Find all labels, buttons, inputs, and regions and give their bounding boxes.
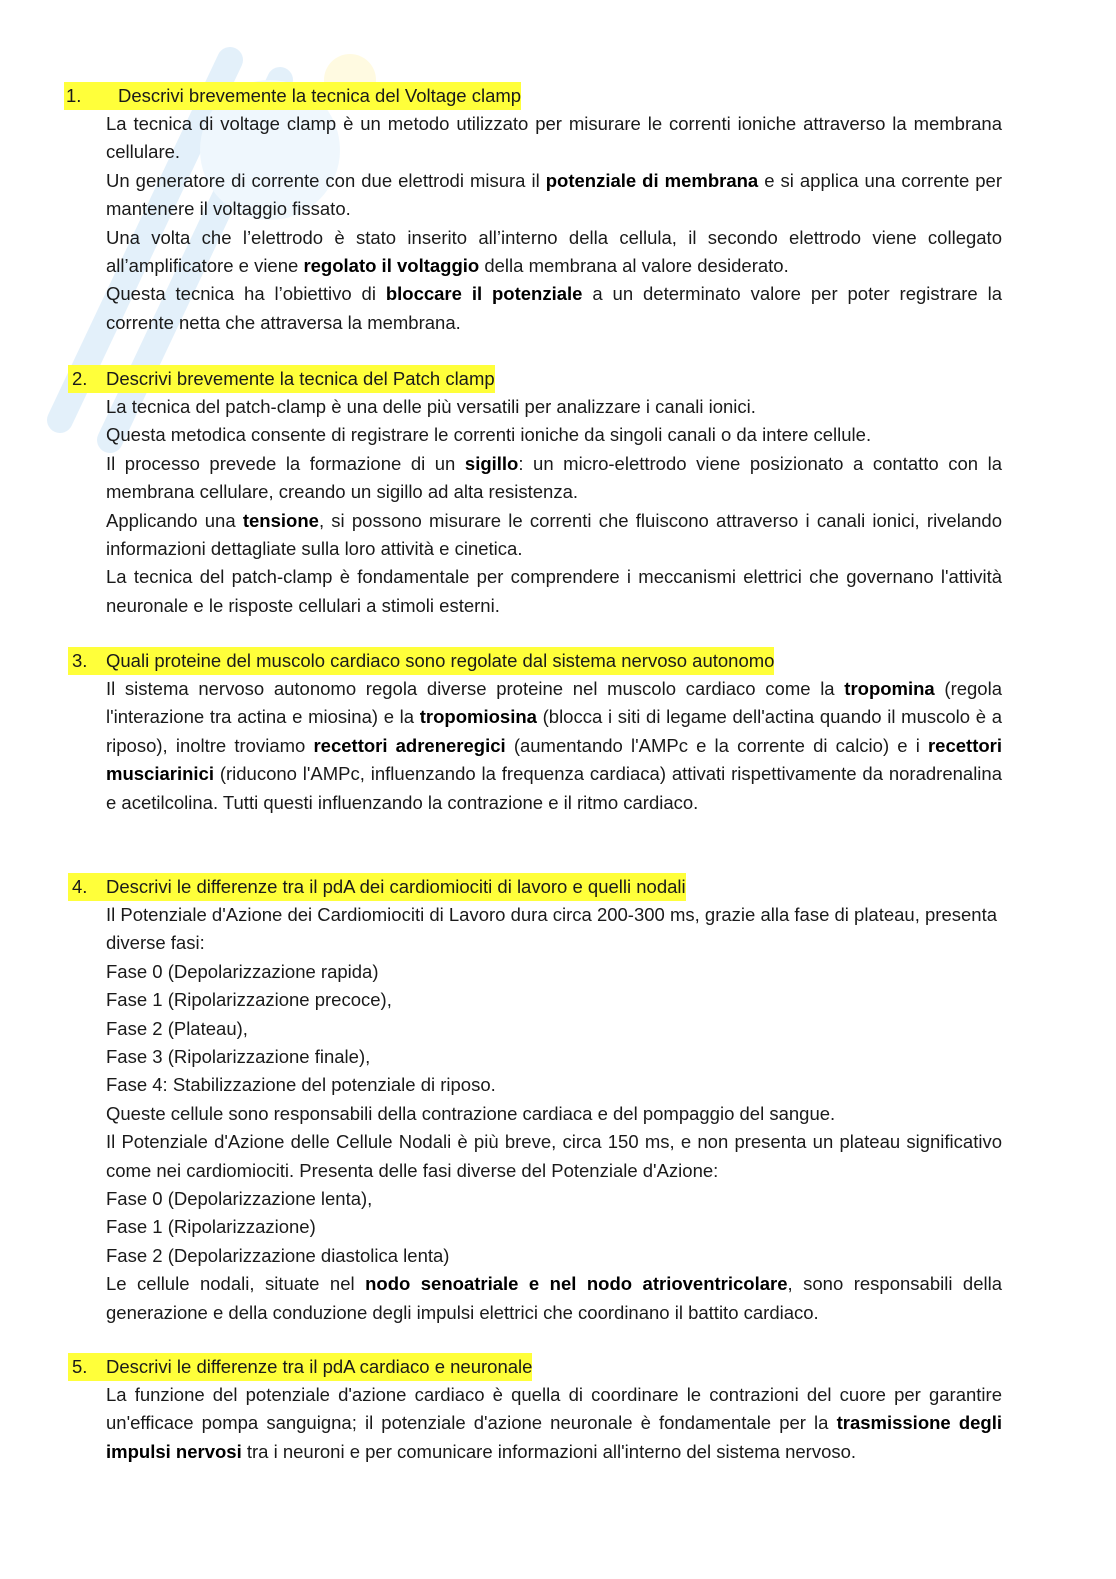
text-run: Fase 4: Stabilizzazione del potenziale di riposo. (106, 1074, 496, 1096)
text-run: Fase 2 (Depolarizzazione diastolica lenta) (106, 1244, 450, 1266)
bold-term: tropomina (844, 678, 935, 699)
answer-paragraph (106, 1270, 1002, 1327)
text-run: Fase 1 (Ripolarizzazione precoce), (106, 989, 392, 1011)
text-run: Fase 2 (Plateau), (106, 1017, 248, 1039)
text-run: Questa metodica consente di registrare le correnti ioniche da singoli canali o da intere cellule. (106, 424, 872, 446)
text-run: (blocca i siti di legame dell'actina quando il muscolo è a riposo), inoltre troviamo (106, 706, 1002, 756)
text-run: Il processo prevede la formazione di un (106, 452, 465, 474)
question-title: Descrivi le differenze tra il pdA cardiaco e neuronale (106, 1353, 532, 1381)
answer-paragraph (106, 1128, 1002, 1185)
text-run: Fase 0 (Depolarizzazione lenta), (106, 1188, 373, 1210)
question-title: Descrivi brevemente la tecnica del Voltage clamp (118, 82, 521, 110)
bold-term: recettori adreneregici (313, 734, 506, 756)
text-run: e si applica una corrente per mantenere il voltaggio fissato. (106, 169, 1002, 220)
text-run: La tecnica del patch-clamp è una delle più versatili per analizzare i canali ionici. (106, 396, 756, 417)
text-run: , si possono misurare le correnti che fluiscono attraverso i canali ionici, rivelando informazioni dettagliate sulla loro attività e cinetica. (106, 509, 1002, 560)
question-number: 2. (68, 365, 108, 393)
question-heading (0, 1353, 1116, 1381)
answer-body (106, 110, 1002, 337)
text-run: (aumentando l'AMPc e la corrente di calcio) e i (505, 734, 928, 756)
answer-paragraph (106, 1242, 1002, 1270)
answer-paragraph (106, 450, 1002, 507)
question-heading (0, 82, 1116, 110)
question-number: 3. (68, 647, 108, 675)
answer-paragraph (106, 167, 1002, 224)
answer-paragraph (106, 224, 1002, 281)
bold-term: bloccare il potenziale (385, 283, 583, 305)
text-run: Le cellule nodali, situate nel (106, 1273, 366, 1295)
text-run: Queste cellule sono responsabili della contrazione cardiaca e del pompaggio del sangue. (106, 1102, 836, 1124)
text-run: , sono responsabili della generazione e della conduzione degli impulsi elettrici che coordinano il battito cardiaco. (106, 1273, 1003, 1323)
bold-term: potenziale di membrana (545, 169, 759, 191)
question-title: Descrivi le differenze tra il pdA dei cardiomiociti di lavoro e quelli nodali (106, 873, 686, 901)
text-run: Fase 1 (Ripolarizzazione) (106, 1216, 316, 1238)
question-heading (0, 873, 1116, 901)
text-run: La tecnica del patch-clamp è fondamentale per comprendere i meccanismi elettrici che governano l'attività neuronale e le risposte cellulari a stimoli esterni. (106, 566, 1002, 616)
text-run: Il sistema nervoso autonomo regola diverse proteine nel muscolo cardiaco come la (106, 678, 845, 699)
answer-paragraph (106, 1043, 1002, 1071)
text-run: La tecnica di voltage clamp è un metodo utilizzato per misurare le correnti ioniche attraverso la membrana cellulare. (106, 113, 1002, 163)
text-run: a un determinato valore per poter registrare la corrente netta che attraversa la membrana. (106, 283, 1002, 333)
text-run: (regola l'interazione tra actina e miosina) e la (106, 678, 1002, 728)
question-number: 4. (68, 873, 108, 901)
question-number: 1. (64, 82, 120, 110)
answer-paragraph (106, 1213, 1002, 1241)
answer-body (106, 393, 1002, 620)
text-run: Una volta che l’elettrodo è stato inserito all’interno della cellula, il secondo elettrodo viene collegato all’amplificatore e viene (106, 226, 1002, 277)
text-run: La funzione del potenziale d'azione cardiaco è quella di coordinare le contrazioni del cuore per garantire un'efficace pompa sanguigna; il potenziale d'azione neuronale è fondamentale per la (106, 1384, 1002, 1434)
answer-body (106, 901, 1002, 1327)
text-run: Un generatore di corrente con due elettrodi misura il (106, 169, 546, 191)
answer-paragraph (106, 421, 1002, 449)
answer-paragraph (106, 393, 1002, 421)
bold-term: trasmissione degli impulsi nervosi (106, 1412, 1002, 1462)
answer-paragraph (106, 986, 1002, 1014)
text-run: Il Potenziale d'Azione delle Cellule Nodali è più breve, circa 150 ms, e non presenta un plateau significativo come nei cardiomiociti. Presenta delle fasi diverse del Potenziale d'Azione: (106, 1131, 1002, 1181)
question-heading (0, 647, 1116, 675)
bold-term: tropomiosina (419, 706, 537, 728)
text-run: : un micro-elettrodo viene posizionato a contatto con la membrana cellulare, creando un sigillo ad alta resistenza. (106, 452, 1002, 503)
bold-term: nodo senoatriale e nel nodo atrioventricolare (365, 1273, 788, 1295)
bold-term: recettori musciarinici (106, 734, 1002, 785)
answer-paragraph (106, 507, 1002, 564)
answer-paragraph (106, 958, 1002, 986)
answer-paragraph (106, 280, 1002, 337)
answer-paragraph (106, 1381, 1002, 1466)
question-3 (0, 647, 1116, 817)
answer-paragraph (106, 901, 1002, 958)
question-title: Quali proteine del muscolo cardiaco sono regolate dal sistema nervoso autonomo (106, 647, 774, 675)
answer-body (106, 675, 1002, 817)
text-run: tra i neuroni e per comunicare informazioni all'interno del sistema nervoso. (241, 1440, 857, 1462)
text-run: Il Potenziale d'Azione dei Cardiomiociti di Lavoro dura circa 200-300 ms, grazie alla fase di plateau, presenta diverse fasi: (106, 904, 997, 954)
bold-term: regolato il voltaggio (303, 255, 480, 277)
answer-paragraph (106, 675, 1002, 817)
text-run: (riducono l'AMPc, influenzando la frequenza cardiaca) attivati rispettivamente da noradrenalina e acetilcolina. Tutti questi influenzando la contrazione e il ritmo cardiaco. (106, 763, 1002, 813)
answer-paragraph (106, 1015, 1002, 1043)
question-2 (0, 365, 1116, 620)
question-4 (0, 873, 1116, 1327)
text-run: Applicando una (106, 509, 243, 531)
question-heading (0, 365, 1116, 393)
answer-paragraph (106, 110, 1002, 167)
bold-term: sigillo (464, 452, 519, 474)
question-5 (0, 1353, 1116, 1466)
text-run: della membrana al valore desiderato. (479, 255, 789, 277)
text-run: Questa tecnica ha l’obiettivo di (106, 283, 386, 305)
question-title: Descrivi brevemente la tecnica del Patch clamp (106, 365, 495, 393)
answer-paragraph (106, 1071, 1002, 1099)
answer-paragraph (106, 1100, 1002, 1128)
question-number: 5. (68, 1353, 108, 1381)
answer-paragraph (106, 1185, 1002, 1213)
answer-paragraph (106, 563, 1002, 620)
bold-term: tensione (242, 509, 319, 531)
text-run: Fase 0 (Depolarizzazione rapida) (106, 960, 379, 982)
text-run: Fase 3 (Ripolarizzazione finale), (106, 1046, 371, 1068)
question-1 (0, 82, 1116, 337)
answer-body (106, 1381, 1002, 1466)
